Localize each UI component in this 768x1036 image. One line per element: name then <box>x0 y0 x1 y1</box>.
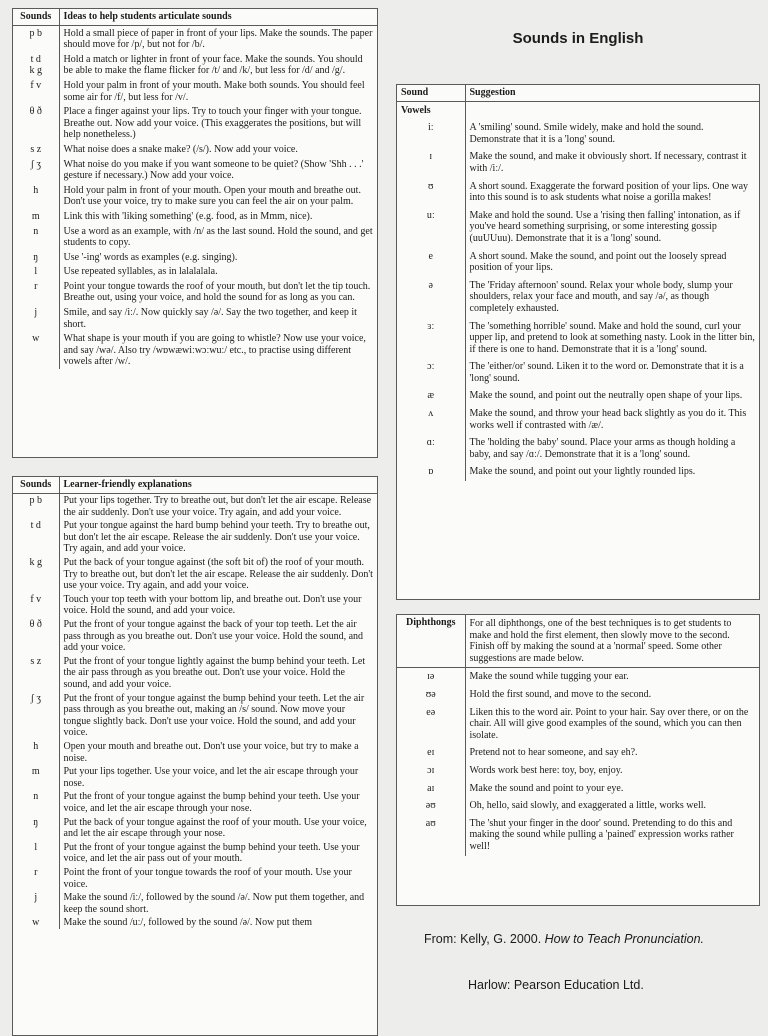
citation-book-title: How to Teach Pronunciation. <box>544 932 705 946</box>
vowel-row <box>397 387 759 405</box>
ideas-sound-symbol: f v <box>13 78 59 104</box>
diphthong-sound-symbol: əʊ <box>397 797 465 815</box>
diphthong-row <box>397 815 759 856</box>
ideas-row <box>13 25 377 52</box>
vowel-sound-symbol: ʊ <box>397 178 465 207</box>
ideas-description: Hold your palm in front of your mouth. Open your mouth and breathe out. Don't use your voice, try to make sure you can feel the air on your palm. <box>63 184 361 208</box>
learner-sound-symbol: ʃ ʒ <box>13 691 59 739</box>
ideas-sound-symbol: ŋ <box>13 250 59 265</box>
vowel-row <box>397 248 759 277</box>
learner-description: Put your lips together. Use your voice, and let the air escape through your nose. <box>63 766 359 789</box>
ideas-sound-symbol: t d k g <box>13 52 59 78</box>
vowel-sound-symbol: ə <box>397 277 465 318</box>
learner-row <box>13 519 377 556</box>
ideas-table-box <box>12 8 378 458</box>
ideas-description: What noise does a snake make? (/s/). Now add your voice. <box>63 143 298 155</box>
learner-description: Put the front of your tongue lightly against the bump behind your teeth. Let the air pass through as you breathe out. Don't use your voice. Hold the sound, and add your voice. <box>63 655 366 690</box>
learner-sound-symbol: n <box>13 790 59 815</box>
ideas-row <box>13 224 377 250</box>
learner-row <box>13 765 377 790</box>
diphthong-row <box>397 686 759 704</box>
diphthong-description: Make the sound while tugging your ear. <box>469 671 629 683</box>
ideas-row <box>13 279 377 305</box>
learner-row <box>13 916 377 930</box>
vowel-sound-symbol: ɒ <box>397 463 465 481</box>
ideas-sound-symbol: n <box>13 224 59 250</box>
learner-sound-symbol: l <box>13 840 59 865</box>
vowels-table-header-row <box>397 85 759 101</box>
publisher-line: Harlow: Pearson Education Ltd. <box>468 978 644 992</box>
learner-sound-symbol: w <box>13 916 59 930</box>
ideas-sound-symbol: s z <box>13 142 59 157</box>
ideas-description: Use a word as an example, with /n/ as the last sound. Hold the sound, and get students to copy. <box>63 225 373 249</box>
vowel-description: A 'smiling' sound. Smile widely, make and hold the sound. Demonstrate that it is a 'long' sound. <box>469 122 704 145</box>
learner-sound-symbol: m <box>13 765 59 790</box>
diphthong-description: Words work best here: toy, boy, enjoy. <box>469 764 623 776</box>
learner-row <box>13 654 377 691</box>
learner-sound-symbol: h <box>13 739 59 764</box>
ideas-row <box>13 142 377 157</box>
learner-description: Put the front of your tongue against the bump behind your teeth. Let the air pass through as you breathe out, making an /s/ sound. Now move your tongue slightly back. Don't use your voice. Hold the sound, and add your voice. <box>63 692 365 739</box>
vowel-description: The 'either/or' sound. Liken it to the word or. Demonstrate that it is a 'long' sound. <box>469 361 744 384</box>
learner-row <box>13 691 377 739</box>
diphthong-row <box>397 668 759 686</box>
vowel-sound-symbol: ʌ <box>397 405 465 434</box>
vowel-row <box>397 178 759 207</box>
learner-sound-symbol: k g <box>13 556 59 593</box>
vowel-description: The 'something horrible' sound. Make and hold the sound, curl your upper lip, and pretend to look at something nasty. Look in the litter bin, if there is one to hand. Demonstrate that it is a 'long' sound. <box>469 320 755 355</box>
vowel-row <box>397 358 759 387</box>
ideas-sound-symbol: m <box>13 209 59 224</box>
ideas-col-ideas-header: Ideas to help students articulate sounds <box>59 9 377 25</box>
learner-col-sounds-header: Sounds <box>13 477 59 493</box>
diphthongs-table <box>397 615 759 856</box>
learner-sound-symbol: j <box>13 891 59 916</box>
ideas-description: What noise do you make if you want someone to be quiet? (Show 'Shh . . .' gesture if necessary.) Now add your voice. <box>63 158 364 182</box>
learner-description: Put the front of your tongue against the bump behind your teeth. Use your voice, and let the air pass out of your mouth. <box>63 841 360 865</box>
ideas-description: Use repeated syllables, as in lalalalala. <box>63 266 218 278</box>
learner-description: Make the sound /iː/, followed by the sound /ə/. Now put them together, and keep the sound short. <box>63 892 365 915</box>
vowel-row <box>397 119 759 148</box>
vowel-description: A short sound. Make the sound, and point out the loosely spread position of your lips. <box>469 250 727 274</box>
learner-description: Put the front of your tongue against the back of your top teeth. Let the air pass through as you breathe out. Don't use your voice. Hold the sound, and add your voice. <box>63 619 364 654</box>
vowel-sound-symbol: ɜː <box>397 318 465 359</box>
ideas-table-header-row <box>13 9 377 25</box>
diphthong-row <box>397 780 759 798</box>
diphthong-row <box>397 797 759 815</box>
learner-description: Make the sound /uː/, followed by the sound /ə/. Now put them <box>63 917 313 929</box>
learner-description: Put your lips together. Try to breathe out, but don't let the air escape. Release the air suddenly. Don't use your voice. Try again, and add your voice. <box>63 495 372 518</box>
vowels-subhead: Vowels <box>397 101 465 119</box>
ideas-sound-symbol: j <box>13 305 59 331</box>
vowel-row <box>397 434 759 463</box>
diphthong-sound-symbol: ɔɪ <box>397 762 465 780</box>
ideas-row <box>13 305 377 331</box>
vowel-description: Make the sound, and point out your lightly rounded lips. <box>469 466 696 478</box>
learner-col-explanations-header: Learner-friendly explanations <box>59 477 377 493</box>
learner-row <box>13 865 377 890</box>
learner-table-body <box>13 493 377 929</box>
vowel-description: Make the sound, and make it obviously short. If necessary, contrast it with /iː/. <box>469 151 747 174</box>
ideas-row <box>13 157 377 183</box>
diphthong-sound-symbol: ʊə <box>397 686 465 704</box>
diphthongs-table-box <box>396 614 760 906</box>
learner-description: Put the back of your tongue against the roof of your mouth. Use your voice, and let the air escape through your nose. <box>63 816 367 840</box>
diphthongs-intro-text: For all diphthongs, one of the best techniques is to get students to make and hold the first element, then slowly move to the second. Finish off by making the sound at a 'normal' speed. Some other suggestions are made below. <box>465 615 759 668</box>
ideas-row <box>13 104 377 142</box>
diphthong-row <box>397 762 759 780</box>
ideas-description: Point your tongue towards the roof of your mouth, but don't let the tip touch. Breathe out, using your voice, and hold the sound for as long as you can. <box>63 280 371 304</box>
vowel-description: A short sound. Exaggerate the forward position of your lips. One way into this sound is to ask students what noise a gorilla makes! <box>469 180 749 204</box>
vowel-sound-symbol: uː <box>397 207 465 248</box>
diphthongs-table-body <box>397 668 759 856</box>
learner-sound-symbol: θ ð <box>13 618 59 655</box>
vowel-sound-symbol: æ <box>397 387 465 405</box>
diphthong-sound-symbol: ɪə <box>397 668 465 686</box>
ideas-description: Hold a small piece of paper in front of your lips. Make the sounds. The paper should move for /p/, but not for /b/. <box>63 27 373 51</box>
learner-description: Put the back of your tongue against (the soft bit of) the roof of your mouth. Try to breathe out, but don't let the air escape. Release the air suddenly. Don't use your voice. Try again, and add your voice. <box>63 557 373 592</box>
learner-row <box>13 493 377 519</box>
vowels-table <box>397 85 759 481</box>
ideas-sound-symbol: ʃ ʒ <box>13 157 59 183</box>
vowel-row <box>397 148 759 177</box>
ideas-row <box>13 264 377 279</box>
diphthong-sound-symbol: eɪ <box>397 744 465 762</box>
ideas-table <box>13 9 377 369</box>
ideas-row <box>13 52 377 78</box>
ideas-description: Link this with 'liking something' (e.g. food, as in Mmm, nice). <box>63 210 313 222</box>
diphthong-description: Liken this to the word air. Point to your hair. Say over there, or on the chair. All will give good examples of the sound, which you can then isolate. <box>469 706 749 741</box>
ideas-row <box>13 331 377 369</box>
diphthongs-table-header-row <box>397 615 759 668</box>
diphthongs-col-header: Diphthongs <box>397 615 465 668</box>
learner-row <box>13 556 377 593</box>
vowel-description: Make the sound, and throw your head back slightly as you do it. This works well if contrasted with /æ/. <box>469 408 747 431</box>
ideas-row <box>13 250 377 265</box>
vowels-subhead-row <box>397 101 759 119</box>
ideas-description: Hold a match or lighter in front of your face. Make the sounds. You should be able to make the flame flicker for /t/ and /k/, but less for /d/ and /g/. <box>63 53 363 77</box>
vowel-row <box>397 277 759 318</box>
learner-description: Put your tongue against the hard bump behind your teeth. Try to breathe out, but don't let the air escape. Release the air suddenly. Don't use your voice. Try again, and add your voice. <box>63 520 370 555</box>
diphthong-description: Hold the first sound, and move to the second. <box>469 688 652 700</box>
ideas-sound-symbol: r <box>13 279 59 305</box>
learner-sound-symbol: s z <box>13 654 59 691</box>
diphthong-description: Pretend not to hear someone, and say eh?. <box>469 747 638 759</box>
ideas-col-sounds-header: Sounds <box>13 9 59 25</box>
vowel-description: Make and hold the sound. Use a 'rising then falling' intonation, as if you've heard something surprising, or some interesting gossip (uuUUuu). Demonstrate that it is a 'long' sound. <box>469 209 741 244</box>
ideas-row <box>13 209 377 224</box>
learner-row <box>13 618 377 655</box>
learner-row <box>13 592 377 617</box>
ideas-description: What shape is your mouth if you are going to whistle? Now use your voice, and say /wə/. Also try /wɒwæwiːwɔːwuː/ etc., to practise using different vowels after /w/. <box>63 333 366 368</box>
vowel-description: Make the sound, and point out the neutrally open shape of your lips. <box>469 390 743 402</box>
diphthong-description: Oh, hello, said slowly, and exaggerated a little, works well. <box>469 800 707 812</box>
learner-sound-symbol: p b <box>13 493 59 519</box>
vowel-description: The 'holding the baby' sound. Place your arms as though holding a baby, and say /ɑː/. Demonstrate that it is a 'long' sound. <box>469 437 736 460</box>
learner-description: Open your mouth and breathe out. Don't use your voice, but try to make a noise. <box>63 740 359 764</box>
diphthong-description: Make the sound and point to your eye. <box>469 782 624 794</box>
vowel-sound-symbol: ɑː <box>397 434 465 463</box>
vowel-sound-symbol: e <box>397 248 465 277</box>
vowels-col-sound-header: Sound <box>397 85 465 101</box>
learner-table-box <box>12 476 378 1036</box>
learner-row <box>13 840 377 865</box>
learner-description: Point the front of your tongue towards the roof of your mouth. Use your voice. <box>63 866 352 890</box>
page-title: Sounds in English <box>512 30 644 47</box>
ideas-sound-symbol: l <box>13 264 59 279</box>
vowels-table-box <box>396 84 760 600</box>
citation-prefix: From: Kelly, G. 2000. <box>424 932 545 946</box>
vowel-sound-symbol: ɔː <box>397 358 465 387</box>
ideas-row <box>13 78 377 104</box>
learner-sound-symbol: f v <box>13 592 59 617</box>
ideas-sound-symbol: θ ð <box>13 104 59 142</box>
diphthong-sound-symbol: eə <box>397 704 465 745</box>
vowel-row <box>397 463 759 481</box>
vowel-description: The 'Friday afternoon' sound. Relax your whole body, slump your shoulders, relax your face and mouth, and say /ə/, as though completely exhausted. <box>469 279 733 314</box>
ideas-description: Place a finger against your lips. Try to touch your finger with your tongue. Breathe out. Now add your voice. (This exaggerates the positions, but will help nonetheless.) <box>63 106 362 141</box>
vowels-col-suggestion-header: Suggestion <box>465 85 759 101</box>
ideas-description: Hold your palm in front of your mouth. Make both sounds. You should feel some air for /f/, but less for /v/. <box>63 79 365 103</box>
learner-table-header-row <box>13 477 377 493</box>
learner-sound-symbol: r <box>13 865 59 890</box>
learner-description: Put the front of your tongue against the bump behind your teeth. Use your voice, and let the air escape through your nose. <box>63 791 360 814</box>
vowel-row <box>397 207 759 248</box>
ideas-description: Smile, and say /iː/. Now quickly say /ə/. Say the two together, and keep it short. <box>63 307 357 330</box>
source-citation <box>424 932 704 946</box>
ideas-sound-symbol: w <box>13 331 59 369</box>
learner-table <box>13 477 377 929</box>
learner-sound-symbol: ŋ <box>13 815 59 840</box>
diphthong-row <box>397 704 759 745</box>
ideas-table-body <box>13 25 377 369</box>
learner-row <box>13 891 377 916</box>
diphthong-sound-symbol: aʊ <box>397 815 465 856</box>
ideas-sound-symbol: p b <box>13 25 59 52</box>
learner-description: Touch your top teeth with your bottom lip, and breathe out. Don't use your voice. Hold the sound, and add your voice. <box>63 593 362 617</box>
vowel-sound-symbol: ɪ <box>397 148 465 177</box>
vowel-row <box>397 318 759 359</box>
learner-sound-symbol: t d <box>13 519 59 556</box>
vowel-row <box>397 405 759 434</box>
learner-row <box>13 739 377 764</box>
diphthong-description: The 'shut your finger in the door' sound. Pretending to do this and making the sound while pulling a 'pained' expression works rather well! <box>469 817 734 852</box>
vowel-sound-symbol: iː <box>397 119 465 148</box>
vowels-table-body <box>397 101 759 481</box>
ideas-row <box>13 183 377 209</box>
ideas-description: Use '-ing' words as examples (e.g. singing). <box>63 251 238 263</box>
ideas-sound-symbol: h <box>13 183 59 209</box>
diphthong-sound-symbol: aɪ <box>397 780 465 798</box>
learner-row <box>13 790 377 815</box>
diphthong-row <box>397 744 759 762</box>
learner-row <box>13 815 377 840</box>
